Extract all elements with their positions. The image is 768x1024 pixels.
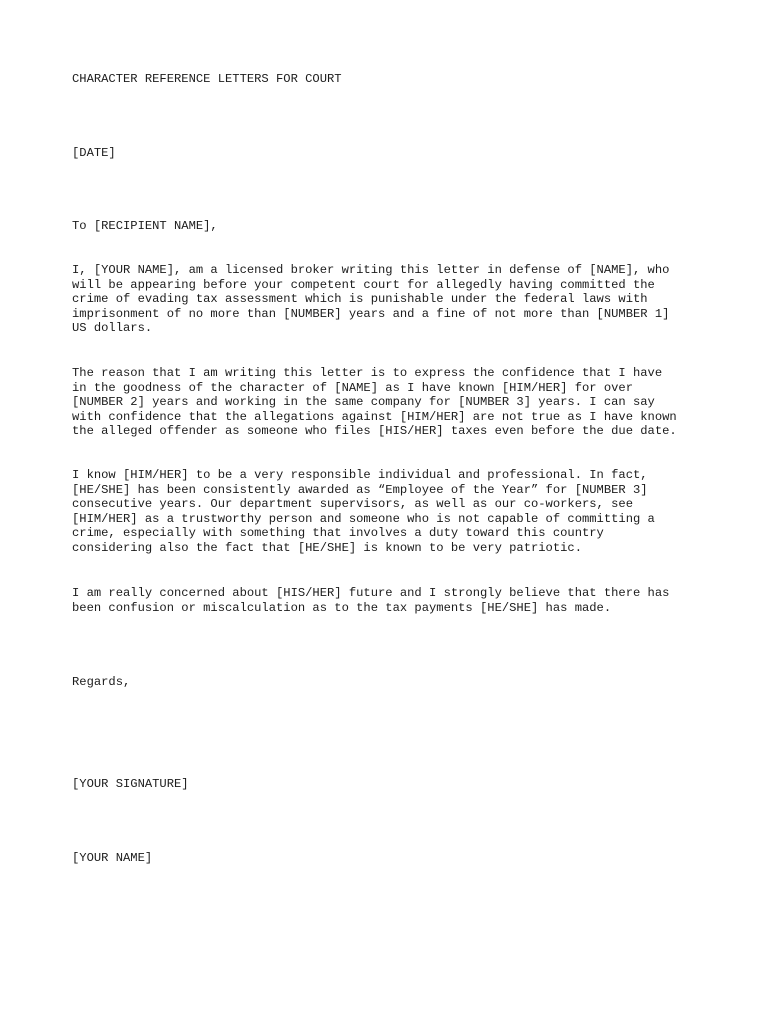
letter-salutation: To [RECIPIENT NAME], (72, 219, 218, 233)
paragraph-line: I know [HIM/HER] to be a very responsible individual and professional. In fact, (72, 468, 648, 482)
paragraph-line: [HE/SHE] has been consistently awarded as “Employee of the Year” for [NUMBER 3] (72, 482, 648, 497)
paragraph-line: [NUMBER 2] years and working in the same company for [NUMBER 3] years. I can say (72, 395, 655, 410)
paragraph-line: consecutive years. Our department supervisors, as well as our co-workers, see (72, 497, 633, 512)
paragraph-line: will be appearing before your competent court for allegedly having committed the (72, 277, 655, 292)
paragraph-line: imprisonment of no more than [NUMBER] years and a fine of not more than [NUMBER 1] (72, 306, 670, 321)
paragraph-line: [HIM/HER] as a trustworthy person and someone who is not capable of committing a (72, 511, 655, 526)
letter-date: [DATE] (72, 146, 116, 160)
paragraph-line: crime, especially with something that involves a duty toward this country (72, 526, 604, 541)
letter-closing: Regards, (72, 675, 131, 689)
paragraph-line: in the goodness of the character of [NAME] as I have known [HIM/HER] for over (72, 380, 633, 395)
paragraph-line: been confusion or miscalculation as to the tax payments [HE/SHE] has made. (72, 600, 612, 615)
paragraph-line: The reason that I am writing this letter is to express the confidence that I have (72, 366, 663, 380)
paragraph-line: I, [YOUR NAME], am a licensed broker writing this letter in defense of [NAME], who (72, 263, 670, 277)
paragraph-line: considering also the fact that [HE/SHE] is known to be very patriotic. (72, 541, 582, 555)
letter-title: CHARACTER REFERENCE LETTERS FOR COURT (72, 72, 342, 86)
paragraph-line: I am really concerned about [HIS/HER] future and I strongly believe that there has (72, 586, 670, 600)
sender-name: [YOUR NAME] (72, 851, 153, 865)
paragraph-line: US dollars. (72, 321, 153, 336)
paragraph-line: with confidence that the allegations against [HIM/HER] are not true as I have known (72, 409, 677, 424)
paragraph-line: the alleged offender as someone who files [HIS/HER] taxes even before the due date. (72, 424, 677, 439)
signature-placeholder: [YOUR SIGNATURE] (72, 777, 189, 791)
paragraph-line: crime of evading tax assessment which is punishable under the federal laws with (72, 292, 648, 307)
